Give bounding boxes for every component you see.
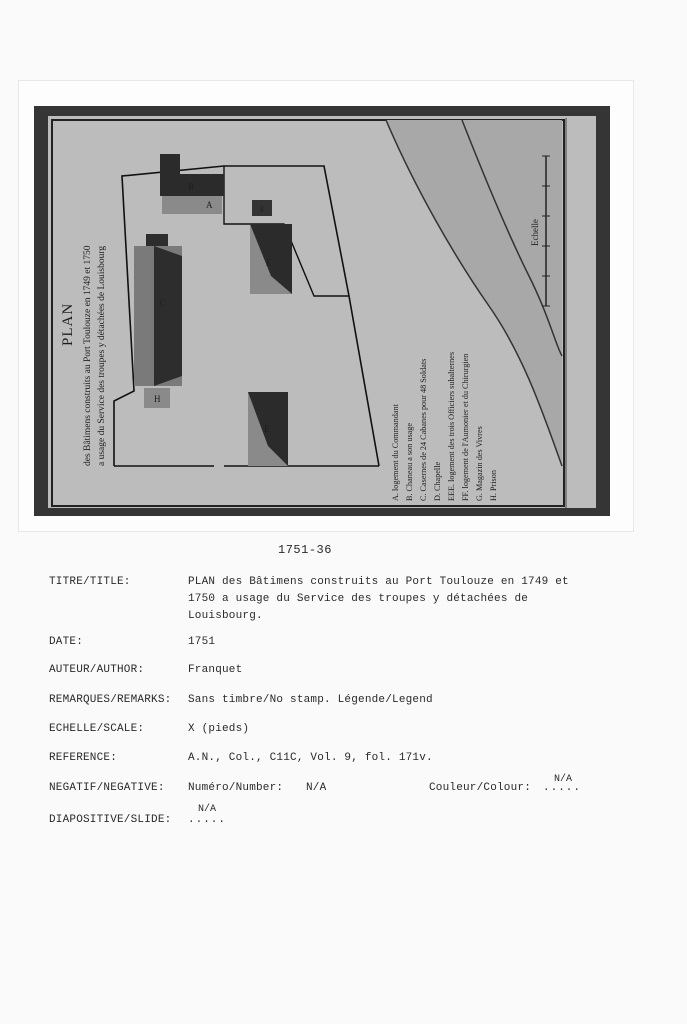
legend-item: B. Chaneau a son usage [405, 423, 414, 501]
legend-item: A. logement du Commandant [391, 404, 400, 501]
colour-label: Couleur/Colour: [429, 782, 532, 794]
title-label: TITRE/TITLE: [49, 576, 131, 588]
scale-value: X (pieds) [188, 723, 250, 735]
slide-dots: ..... [188, 814, 227, 826]
room-letter: E [260, 205, 265, 214]
negative-number-label: Numéro/Number: [188, 782, 284, 794]
scale-label: Echelle [530, 219, 540, 246]
colour-value: N/A [554, 774, 573, 785]
room-letter: H [154, 394, 161, 404]
reference-value: A.N., Col., C11C, Vol. 9, fol. 171v. [188, 752, 433, 764]
legend-item: C. Casernes de 24 Cabanes pour 48 Soldats [419, 358, 428, 501]
reference-number: 1751-36 [278, 543, 332, 557]
room-letter: E [266, 258, 272, 268]
remarks-value: Sans timbre/No stamp. Légende/Legend [188, 694, 433, 706]
legend-item: D. Chapelle [433, 461, 442, 501]
date-label: DATE: [49, 636, 84, 648]
plan-photograph [34, 106, 610, 516]
reference-label: REFERENCE: [49, 752, 118, 764]
author-value: Franquet [188, 664, 243, 676]
legend-item: FF. logement de l'Aumonier et du Chirurgien [461, 353, 470, 501]
scale-label-field: ECHELLE/SCALE: [49, 723, 145, 735]
title-value: PLAN des Bâtimens construits au Port Toulouze en 1749 et 1750 a usage du Service des troupes y détachées de Louisbourg. [188, 576, 569, 622]
author-label: AUTEUR/AUTHOR: [49, 664, 145, 676]
colour-dots: ..... [543, 782, 582, 794]
remarks-label: REMARQUES/REMARKS: [49, 694, 172, 706]
room-letter: E [264, 424, 270, 434]
legend-item: G. Magazin des Vivres [475, 426, 484, 501]
room-letter: A [206, 200, 213, 210]
plan-title-line: des Bâtimens construits au Port Toulouze en 1749 et 1750 [83, 245, 93, 466]
negative-label: NEGATIF/NEGATIVE: [49, 782, 165, 794]
plan-heading: PLAN [60, 302, 76, 346]
room-letter: C [160, 298, 167, 308]
date-value: 1751 [188, 636, 216, 648]
legend-item: EEE. logement des trois Officiers subalternes [447, 351, 456, 501]
legend-item: H. Prison [489, 470, 498, 501]
plan-drawing [34, 106, 610, 516]
slide-label: DIAPOSITIVE/SLIDE: [49, 814, 172, 826]
plan-title-line: a usage du Service des troupes y détachées de Louisbourg [97, 245, 107, 466]
room-letter: B [188, 182, 195, 192]
slide-value: N/A [198, 804, 217, 815]
negative-number-value: N/A [306, 782, 327, 794]
